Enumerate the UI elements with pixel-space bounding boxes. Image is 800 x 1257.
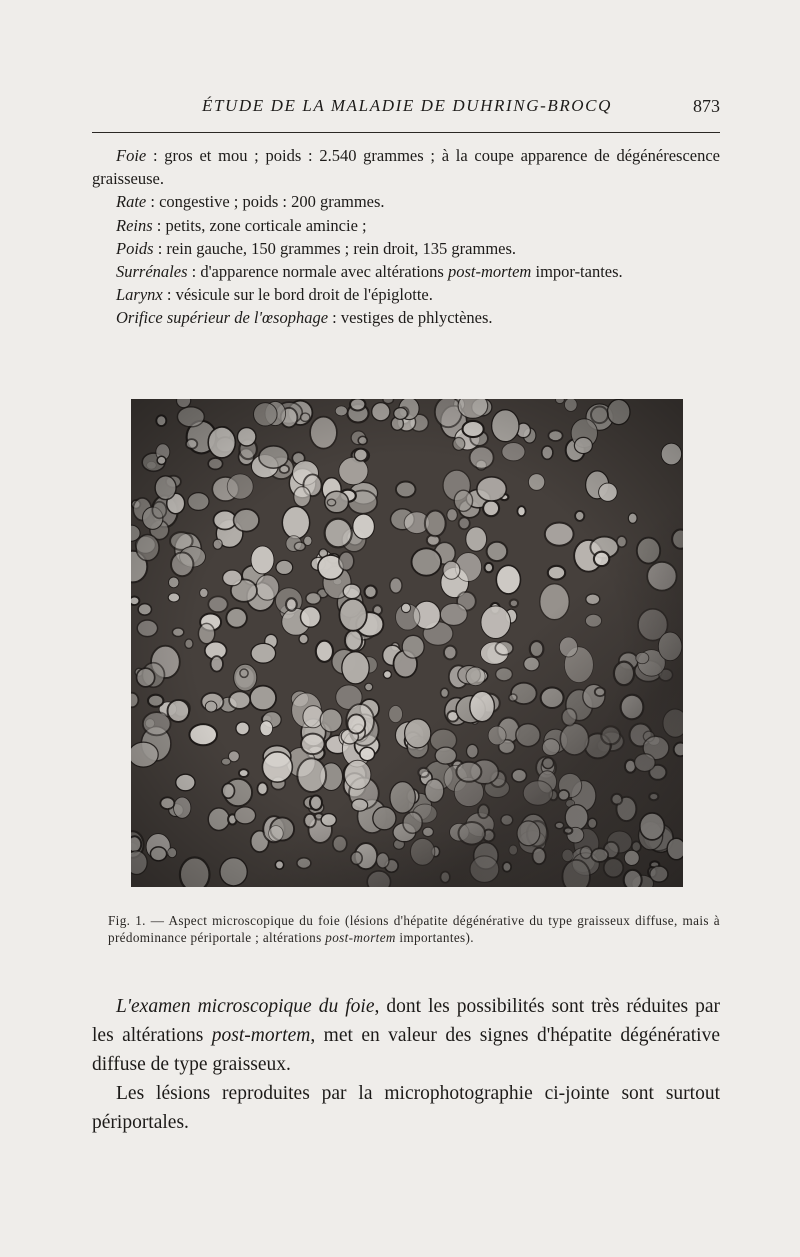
running-title: ÉTUDE DE LA MALADIE DE DUHRING-BROCQ — [202, 96, 613, 115]
organ-label: Reins — [116, 215, 153, 235]
finding-rate — [92, 190, 720, 213]
header-rule — [92, 132, 720, 133]
paragraph-italic: L'examen microscopique du foie — [116, 996, 375, 1017]
caption-text: importantes). — [395, 930, 474, 945]
paragraph-2: Les lésions reproduites par la microphotographie ci-jointe sont surtout périportales. — [92, 1083, 720, 1133]
paragraph-italic: post-mortem — [211, 1025, 311, 1046]
finding-oesophage — [92, 306, 720, 329]
paragraph-text: , dont les possibilités sont très réduites par les altérations — [92, 996, 720, 1046]
figure-caption — [108, 912, 720, 946]
paragraph-text: , met en valeur des signes d'hépatite dégénérative diffuse de type graisseux. — [92, 1025, 720, 1075]
autopsy-findings — [92, 144, 720, 330]
organ-label: Larynx — [116, 285, 163, 305]
organ-label: Foie — [116, 146, 147, 165]
finding-text: : congestive ; poids : 200 grammes. — [146, 192, 385, 212]
finding-text: : petits, zone corticale amincie ; — [152, 215, 367, 235]
page-number: 873 — [693, 96, 720, 116]
finding-surrenales — [92, 260, 720, 283]
paragraph-1 — [92, 992, 720, 1079]
finding-foie — [92, 144, 720, 190]
finding-italic: post-mortem — [447, 262, 532, 282]
organ-label: Poids — [116, 238, 154, 258]
finding-text: : d'apparence normale avec altérations — [187, 262, 448, 282]
running-head — [92, 96, 720, 124]
finding-text: impor-tantes. — [531, 262, 623, 282]
organ-label: Surrénales — [116, 262, 188, 282]
micrograph-image — [131, 399, 683, 887]
finding-larynx — [92, 283, 720, 306]
finding-poids — [92, 237, 720, 260]
liver-micrograph — [131, 399, 683, 887]
finding-text: : vésicule sur le bord droit de l'épiglotte. — [162, 285, 433, 305]
finding-text: : vestiges de phlyctènes. — [328, 308, 493, 328]
finding-text: : gros et mou ; poids : 2.540 grammes ; à la coupe apparence de dégénérescence graisseuse. — [92, 146, 720, 189]
body-text — [92, 992, 720, 1137]
finding-text: : rein gauche, 150 grammes ; rein droit, 135 grammes. — [153, 238, 517, 258]
caption-text: Fig. 1. — Aspect microscopique du foie (lésions d'hépatite dégénérative du type graisseux diffuse, mais à prédominance périportale ; altérations — [108, 913, 720, 945]
caption-italic: post-mortem — [325, 930, 396, 945]
organ-label: Orifice supérieur de l'œsophage — [116, 308, 329, 328]
organ-label: Rate — [116, 192, 147, 212]
finding-reins — [92, 214, 720, 237]
